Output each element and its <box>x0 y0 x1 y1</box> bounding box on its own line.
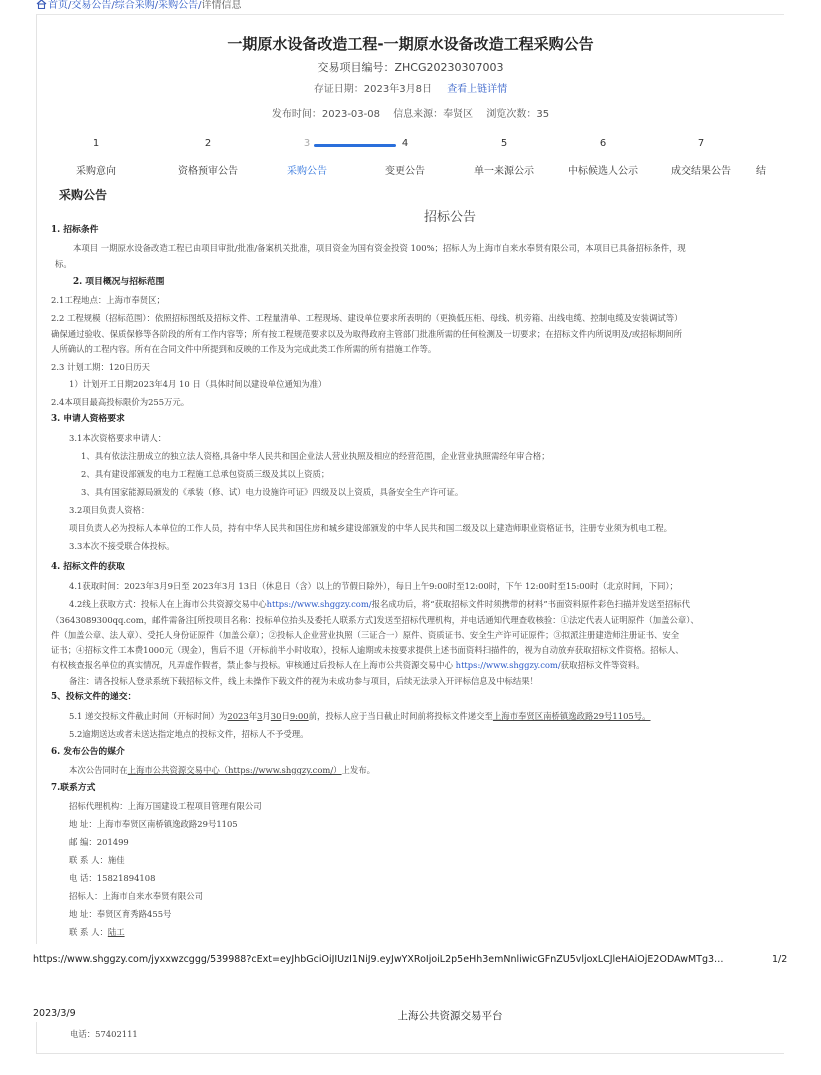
heading-contacts: 7.联系方式 <box>51 783 96 793</box>
shggzy-link[interactable]: https://www.shggzy.com/ <box>266 599 372 609</box>
contact-line: 招标人：上海市自来水奉贤有限公司 <box>69 891 203 901</box>
view-count: 浏览次数：35 <box>486 109 550 120</box>
contact-line: 电 话：15821894108 <box>69 873 156 883</box>
paragraph: 4.2线上获取方式：投标人在上海市公共资源交易中心https://www.shggzy.com/报名成功后，将“获取招标文件时须携带的材料”书面资料原件彩色扫描并发送至招标代 <box>69 599 691 609</box>
document-heading: 招标公告 <box>423 210 476 225</box>
contact-phone: 电话：57402111 <box>70 1029 138 1039</box>
info-source: 信息来源：奉贤区 <box>393 109 474 120</box>
paragraph: 有权核查报名单位的真实情况，凡弄虚作假者，禁止参与投标。审核通过后投标人在上海市公共资源交易中心 https://www.shggzy.com/获取招标文件等资料。 <box>51 660 645 670</box>
contact-line: 联 系 人：施佳 <box>69 855 125 865</box>
print-date: 2023/3/9 <box>33 1008 76 1019</box>
contact-line: 招标代理机构：上海万国建设工程项目管理有限公司 <box>69 801 262 811</box>
step-4[interactable]: 4 变更公告 <box>385 138 425 177</box>
paragraph: （3643089300qq.com，邮件需备注[所投项目名称：投标单位抬头及委托人联系方式]发送至招标代理机构，并电话通知代理查收核验：①法定代表人证明原件（加盖公章）、 <box>51 615 699 625</box>
heading-qualification: 3. 申请人资格要求 <box>51 414 125 424</box>
paragraph: 2、具有建设部颁发的电力工程施工总承包资质三级及其以上资质； <box>81 469 330 479</box>
home-icon[interactable] <box>36 0 47 9</box>
paragraph: 3、具有国家能源局颁发的《承装（修、试）电力设施许可证》四级及以上资质，具备安全生产许可证。 <box>81 487 464 497</box>
paragraph: 备注：请各投标人登录系统下载招标文件，线上未操作下载文件的视为未成功参与项目，后续无法录入开评标信息及中标结果！ <box>69 676 538 686</box>
page-title: 一期原水设备改造工程-一期原水设备改造工程采购公告 <box>227 35 594 53</box>
paragraph: 确保通过验收、保质保修等各阶段的所有工作内容等；所有按工程规范要求以及为取得政府主管部门批准所需的任何检测及一切要求；在招标文件内所说明及/或招标期间所 <box>51 329 682 339</box>
paragraph: 本项目 一期原水设备改造工程已由项目审批/批准/备案机关批准，项目资金为国有资金投资 100%；招标人为上海市自来水奉贤有限公司，本项目已具备招标条件，现 <box>73 243 686 253</box>
heading-media: 6. 发布公告的媒介 <box>51 747 125 757</box>
breadcrumb-comprehensive[interactable]: 综合采购 <box>114 0 155 11</box>
paragraph: 2.4本项目最高投标限价为255万元。 <box>51 397 190 407</box>
step-2[interactable]: 2 资格预审公告 <box>178 138 238 177</box>
paragraph: 1）计划开工日期2023年4月 10 日（具体时间以建设单位通知为准） <box>69 379 327 389</box>
paragraph: 项目负责人必为投标人本单位的工作人员，持有中华人民共和国住房和城乡建设部颁发的中华人民共和国二级及以上建造师职业资格证书，注册专业须为机电工程。 <box>69 523 672 533</box>
section-title: 采购公告 <box>59 188 108 202</box>
process-steps <box>46 138 786 178</box>
paragraph: 3.1本次资格要求申请人： <box>69 433 167 443</box>
breadcrumb-procurement[interactable]: 采购公告 <box>158 0 199 11</box>
paragraph: 5.2逾期送达或者未送达指定地点的投标文件，招标人不予受理。 <box>69 729 309 739</box>
paragraph: 1、具有依法注册成立的独立法人资格,具备中华人民共和国企业法人营业执照及相应的经营范围，企业营业执照需经年审合格； <box>81 451 550 461</box>
contact-line: 地 址：上海市奉贤区南桥镇逸政路29号1105 <box>69 819 238 829</box>
breadcrumb-home[interactable]: 首页 <box>48 0 68 11</box>
shggzy-link[interactable]: https://www.shggzy.com/ <box>455 660 561 670</box>
publish-info <box>0 105 821 120</box>
step-6[interactable]: 6 中标候选人公示 <box>568 138 638 177</box>
print-site-title: 上海公共资源交易平台 <box>397 1010 503 1022</box>
print-url: https://www.shggzy.com/jyxxwzcggg/539988?cExt=eyJhbGciOiJIUzI1NiJ9.eyJwYXRoIjoiL2p5eHh3emNnliwicGFnZU5vljoxLCJleHAiOjE2ODAwMTg3… <box>33 954 724 965</box>
evidence-date: 存证日期：2023年3月8日 <box>313 84 432 95</box>
step-7[interactable]: 7 成交结果公告 <box>671 138 731 177</box>
step-8[interactable]: 结 <box>756 166 766 177</box>
paragraph: 5.1 递交投标文件截止时间（开标时间）为2023年3月30日9:00前，投标人应于当日截止时间前将投标文件递交至上海市奉贤区南桥镇逸政路29号1105号。 <box>69 711 651 721</box>
paragraph: 2.1工程地点：上海市奉贤区； <box>51 295 165 305</box>
contact-line: 联 系 人：陆工 <box>69 927 125 937</box>
step-5[interactable]: 5 单一来源公示 <box>474 138 534 177</box>
contact-line: 地 址：奉贤区育秀路455号 <box>69 909 172 919</box>
contact-line: 邮 编：201499 <box>69 837 129 847</box>
step-1[interactable]: 1 采购意向 <box>76 138 116 177</box>
breadcrumb: 首页/交易公告/综合采购/采购公告/详情信息 <box>36 0 242 11</box>
chain-detail-link[interactable]: 查看上链详情 <box>447 84 508 95</box>
step-3[interactable]: 3 采购公告 <box>287 138 327 177</box>
project-number: 交易项目编号：ZHCG20230307003 <box>317 61 504 74</box>
paragraph: 证书；④招标文件工本费1000元（现金），售后不退（开标前半小时收取），投标人逾期或未按要求提供上述书面资料扫描件的，视为自动放弃获取招标文件资格。招标人、 <box>51 645 684 655</box>
heading-bid-conditions: 1. 招标条件 <box>51 225 99 235</box>
breadcrumb-current: 详情信息 <box>201 0 242 11</box>
paragraph: 人所确认的工程内容。所有在合同文件中所提到和反映的工作及为完成此类工作所需的所有措施工作等。 <box>51 344 437 354</box>
heading-obtain-documents: 4. 招标文件的获取 <box>51 562 125 572</box>
paragraph: 2.3 计划工期：120日历天 <box>51 362 150 372</box>
page-number: 1/2 <box>772 954 788 965</box>
paragraph: 2.2 工程规模（招标范围）：依照招标图纸及招标文件、工程量清单、工程现场、建设单位要求所表明的（更换低压柜、母线、机旁箱、出线电缆、控制电缆及安装调试等） <box>51 313 683 323</box>
breadcrumb-trade-notice[interactable]: 交易公告 <box>71 0 112 11</box>
paragraph: 本次公告同时在上海市公共资源交易中心（https://www.shggzy.com/）上发布。 <box>69 765 376 775</box>
paragraph: 标。 <box>55 259 72 269</box>
evidence-row <box>0 80 821 95</box>
publish-time: 发布时间：2023-03-08 <box>271 109 380 120</box>
paragraph: 件（加盖公章、法人章）、受托人身份证原件（加盖公章）；②投标人企业营业执照（三证合一）原件、资质证书、安全生产许可证原件；③拟派注册建造师注册证书、安全 <box>51 630 680 640</box>
paragraph: 3.2项目负责人资格： <box>69 505 150 515</box>
heading-project-overview: 2. 项目概况与招标范围 <box>73 277 165 287</box>
heading-submission: 5、投标文件的递交： <box>51 692 137 702</box>
content-frame-continued <box>36 1022 784 1054</box>
paragraph: 4.1获取时间：2023年3月9日至 2023年3月 13日（休息日（含）以上的节假日除外），每日上午9:00时至12:00时，下午 12:00时至15:00时（北京时间，下同）； <box>69 581 678 591</box>
paragraph: 3.3本次不接受联合体投标。 <box>69 541 175 551</box>
